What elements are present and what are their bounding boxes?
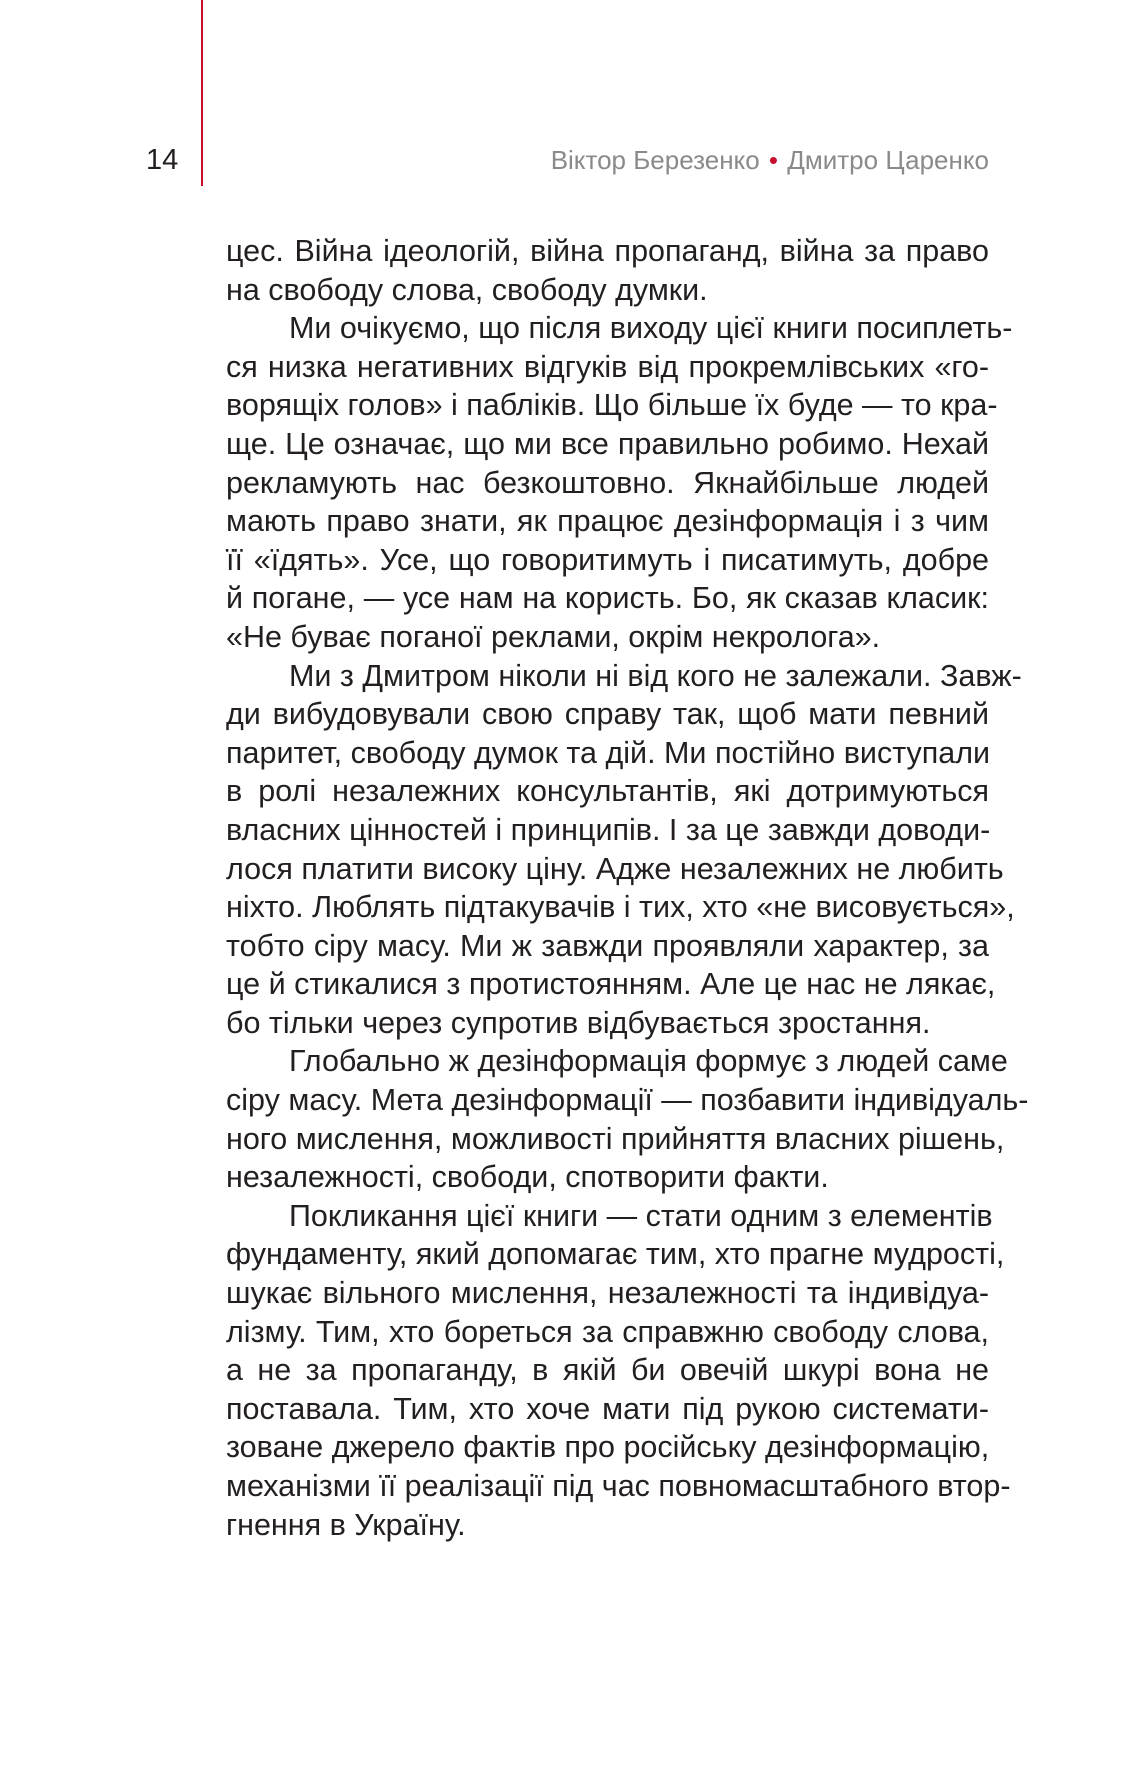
text-line: ніхто. Люблять підтакувачів і тих, хто «не висовується»,: [226, 890, 1015, 925]
text-line: лося платити високу ціну. Адже незалежних не любить: [226, 851, 1004, 886]
page-number: 14: [146, 144, 179, 176]
bullet-separator: •: [768, 145, 779, 175]
text-line: гнення в Україну.: [226, 1507, 466, 1542]
text-line: це й стикалися з протистоянням. Але це нас не лякає,: [226, 967, 996, 1002]
text-line: ще. Це означає, що ми все правильно робимо. Нехай: [226, 426, 989, 461]
text-line: на свободу слова, свободу думки.: [226, 272, 708, 307]
text-line: сіру масу. Мета дезінформації — позбавити індивідуаль-: [226, 1083, 1029, 1118]
text-line: лізму. Тим, хто бореться за справжню свободу слова,: [226, 1314, 989, 1349]
text-line: ся низка негативних відгуків від прокремлівських «го-: [226, 349, 989, 384]
text-line: тобто сіру масу. Ми ж завжди проявляли характер, за: [226, 928, 989, 963]
text-line: паритет, свободу думок та дій. Ми постійно виступали: [226, 735, 991, 770]
text-line: фундаменту, який допомагає тим, хто прагне мудрості,: [226, 1237, 1005, 1272]
text-line: ворящіх голов» і пабліків. Що більше їх буде — то кра-: [226, 388, 998, 423]
author-two: Дмитро Царенко: [787, 145, 989, 175]
text-line: в ролі незалежних консультантів, які дотримуються: [226, 774, 989, 809]
text-line: Глобально ж дезінформація формує з людей саме: [289, 1044, 1008, 1079]
text-line: її «їдять». Усе, що говоритимуть і писатимуть, добре: [226, 542, 989, 577]
text-line: поставала. Тим, хто хоче мати під рукою системати-: [226, 1391, 989, 1426]
text-line: бо тільки через супротив відбувається зростання.: [226, 1005, 931, 1040]
author-one: Віктор Березенко: [550, 145, 760, 175]
text-line: зоване джерело фактів про російську дезінформацію,: [226, 1430, 990, 1465]
text-line: Ми очікуємо, що після виходу цієї книги посиплеть-: [289, 311, 1013, 346]
text-line: «Не буває поганої реклами, окрім некролога».: [226, 619, 881, 654]
text-line: а не за пропаганду, в якій би овечій шкурі вона не: [226, 1353, 989, 1388]
margin-rule: [201, 0, 203, 186]
text-line: й погане, — усе нам на користь. Бо, як сказав класик:: [226, 581, 989, 616]
text-line: Покликання цієї книги — стати одним з елементів: [289, 1198, 993, 1233]
text-line: мають право знати, як працює дезінформація і з чим: [226, 504, 989, 539]
text-line: ного мислення, можливості прийняття власних рішень,: [226, 1121, 1005, 1156]
text-line: цес. Війна ідеологій, війна пропаганд, війна за право: [226, 234, 989, 268]
text-line: Ми з Дмитром ніколи ні від кого не залежали. Завж-: [289, 658, 1022, 693]
text-line: шукає вільного мислення, незалежності та індивідуа-: [226, 1276, 989, 1311]
text-line: рекламують нас безкоштовно. Якнайбільше людей: [226, 465, 989, 500]
text-line: власних цінностей і принципів. І за це завжди доводи-: [226, 812, 991, 847]
running-head: [551, 144, 989, 176]
text-line: незалежності, свободи, спотворити факти.: [226, 1160, 829, 1195]
text-line: механізми її реалізації під час повномасштабного втор-: [226, 1469, 1011, 1503]
text-line: ди вибудовували свою справу так, щоб мати певний: [226, 697, 989, 732]
body-text: [226, 232, 1029, 1544]
